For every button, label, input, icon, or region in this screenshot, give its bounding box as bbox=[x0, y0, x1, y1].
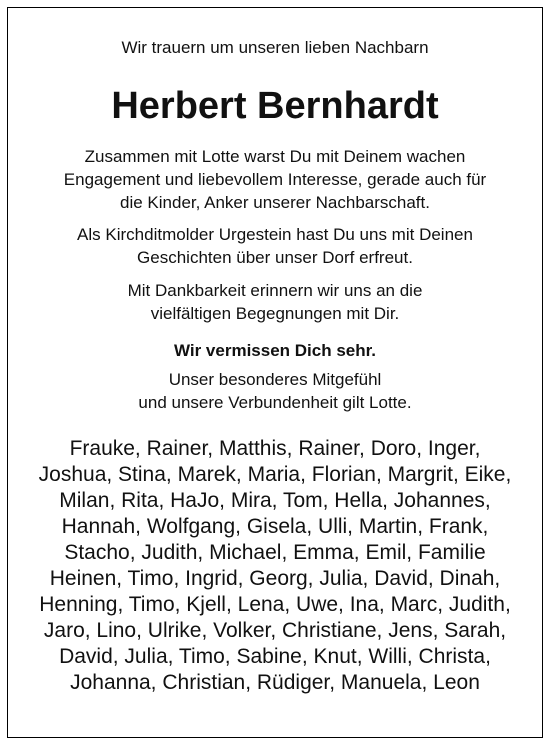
signatories-line: David, Julia, Timo, Sabine, Knut, Willi, Christa, bbox=[59, 645, 491, 668]
text-line: Zusammen mit Lotte warst Du mit Deinem wachen bbox=[84, 147, 466, 166]
signatories-line: Hannah, Wolfgang, Gisela, Ulli, Martin, Frank, bbox=[61, 515, 489, 538]
signatories-line: Frauke, Rainer, Matthis, Rainer, Doro, Inger, bbox=[69, 437, 481, 460]
tribute-paragraph-3 bbox=[7, 279, 543, 325]
tribute-paragraph-1 bbox=[7, 145, 543, 214]
signatories-list bbox=[7, 436, 543, 696]
condolence-paragraph bbox=[7, 368, 543, 414]
signatories-line: Milan, Rita, HaJo, Mira, Tom, Hella, Johannes, bbox=[59, 489, 491, 512]
text-line: Unser besonderes Mitgefühl bbox=[168, 370, 382, 389]
tribute-paragraph-2 bbox=[7, 223, 543, 269]
signatories-line: Heinen, Timo, Ingrid, Georg, Julia, David, Dinah, bbox=[49, 567, 501, 590]
signatories-line: Joshua, Stina, Marek, Maria, Florian, Margrit, Eike, bbox=[38, 463, 512, 486]
text-line: Engagement und liebevollem Interesse, gerade auch für bbox=[63, 170, 487, 189]
text-line: die Kinder, Anker unserer Nachbarschaft. bbox=[120, 193, 430, 212]
deceased-name: Herbert Bernhardt bbox=[111, 85, 439, 127]
signatories-line: Henning, Timo, Kjell, Lena, Uwe, Ina, Marc, Judith, bbox=[39, 593, 511, 616]
text-line: vielfältigen Begegnungen mit Dir. bbox=[150, 304, 400, 323]
signatories-line: Johanna, Christian, Rüdiger, Manuela, Leon bbox=[70, 671, 480, 694]
text-line: Mit Dankbarkeit erinnern wir uns an die bbox=[127, 281, 423, 300]
text-line: Als Kirchditmolder Urgestein hast Du uns mit Deinen bbox=[77, 225, 473, 244]
intro-line: Wir trauern um unseren lieben Nachbarn bbox=[121, 38, 429, 57]
miss-line: Wir vermissen Dich sehr. bbox=[173, 341, 377, 360]
signatories-line: Stacho, Judith, Michael, Emma, Emil, Familie bbox=[64, 541, 486, 564]
obituary-notice bbox=[7, 7, 543, 738]
signatories-line: Jaro, Lino, Ulrike, Volker, Christiane, Jens, Sarah, bbox=[43, 619, 507, 642]
text-line: und unsere Verbundenheit gilt Lotte. bbox=[138, 393, 412, 412]
text-line: Geschichten über unser Dorf erfreut. bbox=[137, 248, 413, 267]
